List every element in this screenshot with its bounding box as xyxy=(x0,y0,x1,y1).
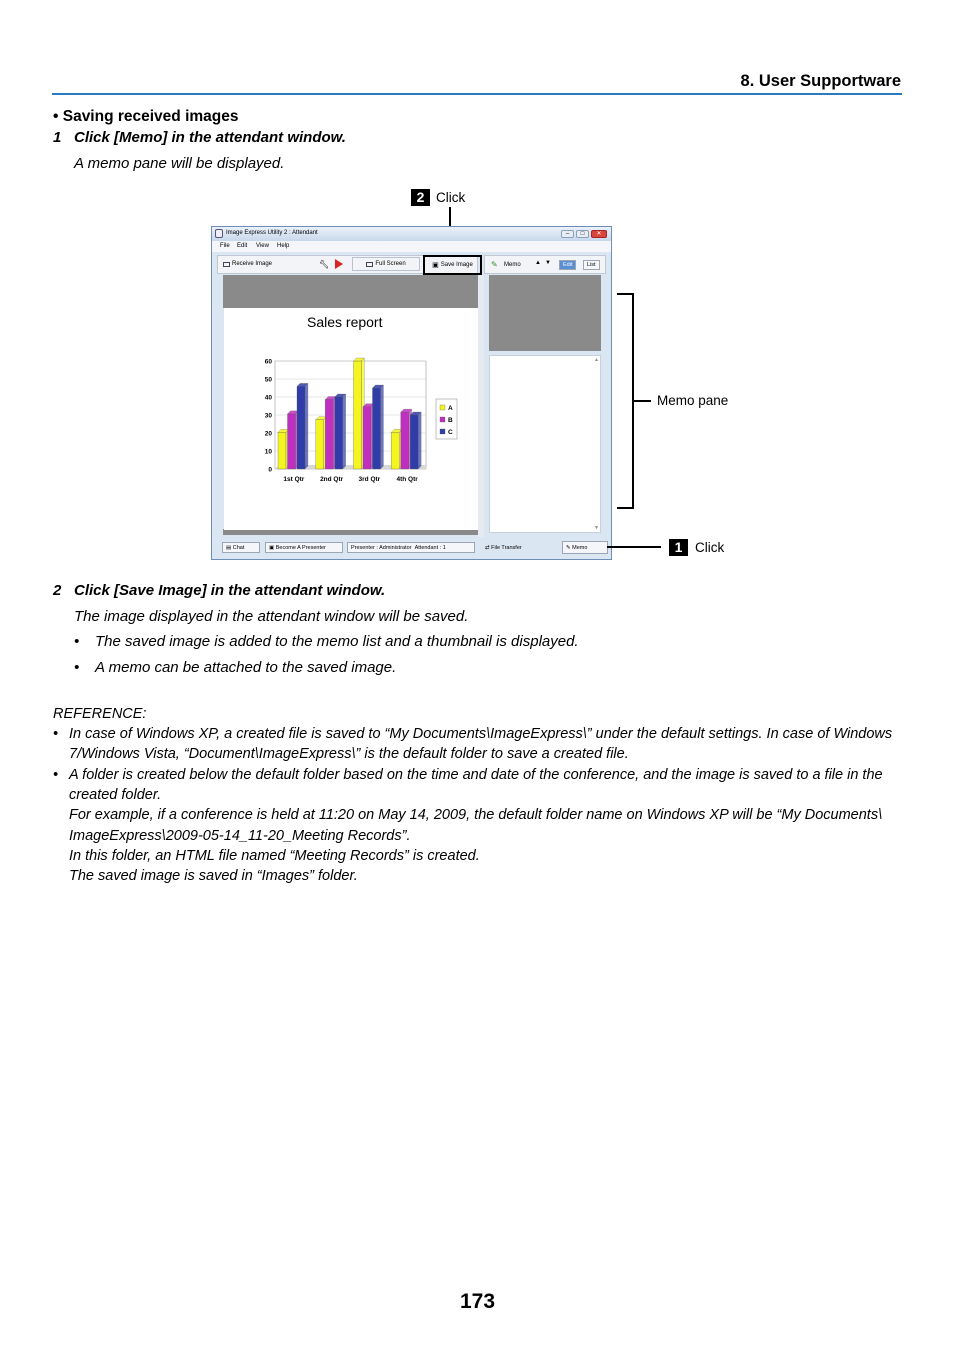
scroll-up-icon[interactable]: ▲ xyxy=(594,357,599,363)
step-1-number: 1 xyxy=(53,129,62,146)
y-tick-label: 20 xyxy=(264,430,272,438)
memo-pencil-icon: ✎ xyxy=(491,260,498,269)
bar-A-2 xyxy=(316,420,324,469)
bar-C-3 xyxy=(373,388,381,469)
y-tick-label: 10 xyxy=(264,448,272,456)
step-2 xyxy=(53,582,385,599)
legend-swatch-C xyxy=(440,429,445,434)
memo-button-icon: ✎ xyxy=(566,544,571,551)
y-tick-label: 0 xyxy=(268,466,272,474)
memo-next-icon[interactable]: ▼ xyxy=(545,260,551,266)
y-tick-label: 50 xyxy=(264,376,272,384)
bar-C-1 xyxy=(297,386,305,469)
x-tick-label: 3rd Qtr xyxy=(358,476,381,483)
bar-B-4 xyxy=(401,412,409,469)
legend-label-A: A xyxy=(448,405,453,412)
receive-image-label: Receive Image xyxy=(232,261,273,267)
presenter-icon: ▣ xyxy=(269,544,275,551)
full-screen-label: Full Screen xyxy=(375,261,406,267)
pointer-icon[interactable] xyxy=(335,259,343,269)
legend-box xyxy=(436,399,457,439)
chart-title: Sales report xyxy=(307,314,383,330)
reference-label: REFERENCE: xyxy=(53,706,147,722)
chapter-header: 8. User Supportware xyxy=(740,72,901,90)
step-1-result: A memo pane will be displayed. xyxy=(74,155,285,172)
ref-b2-line1: A folder is created below the default folder based on the time and date of the conference, and the image is saved to a file in the xyxy=(69,767,883,783)
bar-A-1 xyxy=(278,432,286,469)
splitter[interactable] xyxy=(478,275,484,537)
save-image-label: Save Image xyxy=(440,262,473,268)
menu-bar xyxy=(212,241,611,252)
ref-b2-line2: created folder. xyxy=(69,787,162,804)
full-screen-button[interactable] xyxy=(352,257,420,271)
chart-y-ticks xyxy=(265,359,273,474)
y-tick-label: 30 xyxy=(264,412,272,420)
bar-A-3 xyxy=(354,361,362,469)
bar-B-1 xyxy=(288,414,296,469)
bracket-bottom xyxy=(617,507,634,509)
step-1 xyxy=(53,129,346,146)
ref-b2-line6: The saved image is saved in “Images” folder. xyxy=(69,868,358,885)
window-titlebar xyxy=(212,227,611,241)
step-2-bullet-1 xyxy=(74,633,579,650)
step-2-number: 2 xyxy=(53,582,62,599)
bar-side-C-4 xyxy=(418,412,421,469)
menu-help[interactable]: Help xyxy=(277,243,290,249)
chat-button[interactable] xyxy=(222,542,260,553)
file-transfer-icon: ⇄ xyxy=(485,544,490,551)
shared-slide xyxy=(224,308,478,530)
step-2-bullet-2 xyxy=(74,659,396,676)
x-tick-label: 1st Qtr xyxy=(283,476,305,483)
memo-title-label: Memo xyxy=(504,262,521,268)
chart-legend xyxy=(436,399,457,439)
reference-bullet-2 xyxy=(69,765,883,886)
legend-label-C: C xyxy=(448,429,453,436)
memo-button-label: Memo xyxy=(572,544,588,551)
reference-bullet-1-dot: • xyxy=(53,726,59,742)
legend-label-B: B xyxy=(448,417,453,424)
menu-file[interactable]: File xyxy=(220,243,230,249)
memo-button[interactable] xyxy=(562,541,608,554)
ref-b2-line3: For example, if a conference is held at 11:20 on May 14, 2009, the default folder name on Windows XP will be “My Documents\ xyxy=(69,807,883,824)
bullet-dot: • xyxy=(74,659,80,676)
bullet-2-text: A memo can be attached to the saved image. xyxy=(95,659,397,676)
become-presenter-button[interactable] xyxy=(265,542,343,553)
x-tick-label: 4th Qtr xyxy=(396,476,418,483)
callout-2-badge: 2 xyxy=(411,189,430,206)
window-title: Image Express Utility 2 : Attendant xyxy=(226,230,318,236)
legend-swatch-B xyxy=(440,417,445,422)
x-tick-label: 2nd Qtr xyxy=(320,476,344,483)
full-screen-icon xyxy=(366,262,373,267)
callout-2 xyxy=(411,189,465,206)
menu-edit[interactable]: Edit xyxy=(237,243,248,249)
menu-view[interactable]: View xyxy=(256,243,269,249)
chart-x-ticks xyxy=(283,476,418,483)
bar-C-4 xyxy=(410,415,418,469)
bullet-dot: • xyxy=(74,633,80,650)
callout-1-label: Click xyxy=(695,540,725,555)
maximize-button[interactable]: □ xyxy=(576,230,589,238)
save-image-button[interactable] xyxy=(423,255,482,275)
list-button[interactable]: List xyxy=(583,260,600,270)
sales-chart xyxy=(224,308,478,530)
bar-side-C-3 xyxy=(381,385,384,469)
top-gray-band xyxy=(223,275,478,308)
presenter-name: Presenter : Administrator xyxy=(351,544,412,551)
memo-thumbnail[interactable] xyxy=(489,275,601,351)
close-button[interactable]: ✕ xyxy=(591,230,607,238)
become-presenter-label: Become A Presenter xyxy=(275,544,326,551)
reference-bullet-1 xyxy=(69,724,892,764)
ref-b2-line4: ImageExpress\2009-05-14_11-20_Meeting Records”. xyxy=(69,827,411,844)
memo-prev-icon[interactable]: ▲ xyxy=(535,260,541,266)
bar-A-4 xyxy=(391,432,399,469)
scroll-down-icon[interactable]: ▼ xyxy=(594,525,599,531)
minimize-button[interactable]: – xyxy=(561,230,574,238)
ref-b2-line5: In this folder, an HTML file named “Meeting Records” is created. xyxy=(69,847,480,864)
app-icon xyxy=(215,229,223,238)
chat-label: Chat xyxy=(232,544,245,551)
page-number: 173 xyxy=(460,1290,496,1313)
bar-B-3 xyxy=(363,407,371,469)
y-tick-label: 40 xyxy=(264,394,272,402)
legend-swatch-A xyxy=(440,405,445,410)
wrench-icon[interactable]: 🔧︎ xyxy=(319,260,330,269)
memo-text-area[interactable] xyxy=(489,355,601,533)
bullet-1-text: The saved image is added to the memo list and a thumbnail is displayed. xyxy=(95,633,579,650)
step-1-text: Click [Memo] in the attendant window. xyxy=(74,129,346,146)
bar-C-2 xyxy=(335,397,343,469)
memo-pane-label: Memo pane xyxy=(657,393,729,408)
presenter-status xyxy=(347,542,475,553)
file-transfer-label: File Transfer xyxy=(491,544,522,551)
step-2-text: Click [Save Image] in the attendant window. xyxy=(74,582,386,599)
header-rule xyxy=(52,93,902,95)
file-transfer-button[interactable] xyxy=(482,542,557,553)
step-2-result: The image displayed in the attendant window will be saved. xyxy=(74,608,469,625)
bar-B-2 xyxy=(325,400,333,469)
bar-side-C-1 xyxy=(305,383,308,469)
chat-icon: ▤ xyxy=(226,544,232,551)
section-title: • Saving received images xyxy=(53,108,239,125)
receive-image-button[interactable] xyxy=(223,261,272,267)
ref-b1-line2: 7/Windows Vista, “Document\ImageExpress\” is the default folder to save a created file. xyxy=(69,746,629,763)
y-tick-label: 60 xyxy=(264,358,272,366)
bracket-pointer xyxy=(634,400,651,402)
callout-1 xyxy=(669,539,724,556)
attendant-window xyxy=(211,226,612,560)
attendant-count: Attendant : 1 xyxy=(414,544,446,551)
ref-b1-line1: In case of Windows XP, a created file is saved to “My Documents\ImageExpress\” under the default settings. In case of Windows xyxy=(69,726,893,742)
callout-1-badge: 1 xyxy=(669,539,688,556)
camera-icon: ▣ xyxy=(432,262,439,269)
callout-2-label: Click xyxy=(436,190,466,205)
receive-image-icon xyxy=(223,262,230,267)
bar-side-C-2 xyxy=(343,394,346,469)
edit-button[interactable]: Edit xyxy=(559,260,576,270)
reference-bullet-2-dot: • xyxy=(53,767,59,783)
callout-1-line xyxy=(607,546,661,548)
